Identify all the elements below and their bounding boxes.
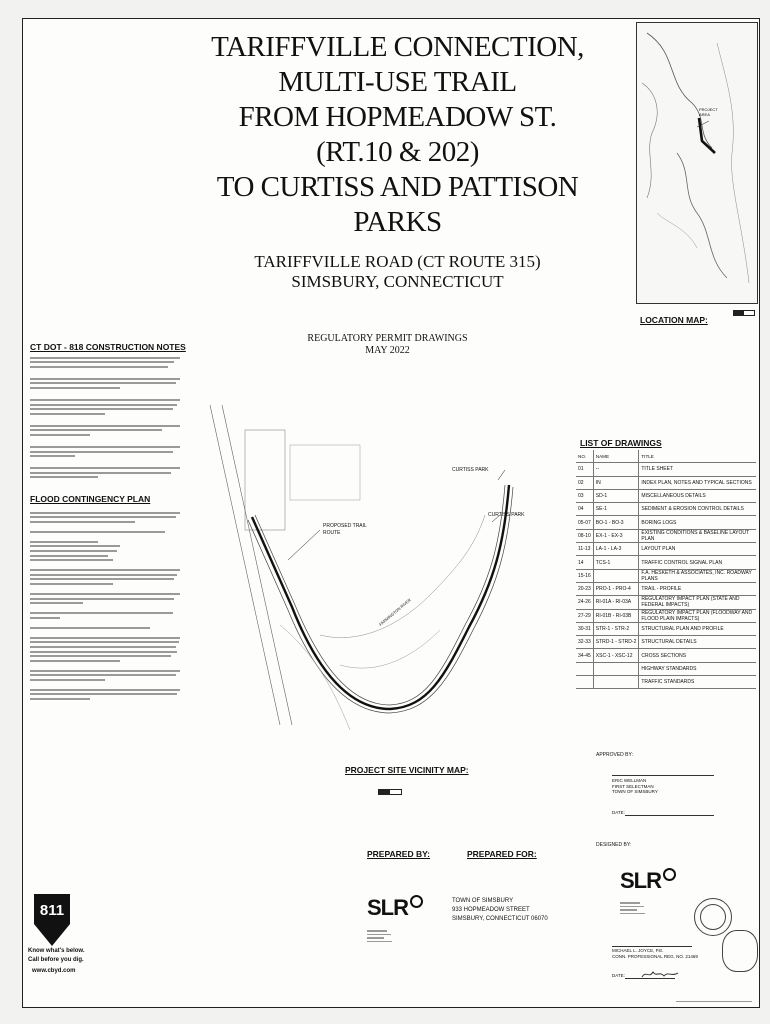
drawings-cell: STR-1 - STR-2 [593, 622, 639, 635]
subtitle-road: TARIFFVILLE ROAD (CT ROUTE 315) [254, 252, 541, 271]
flood-plan-title: FLOOD CONTINGENCY PLAN [30, 494, 151, 504]
drawings-cell: MISCELLANEOUS DETAILS [639, 489, 756, 502]
client-block [452, 897, 548, 924]
drawings-cell: 03 [576, 489, 593, 502]
drawings-row [576, 649, 756, 662]
drawings-cell: TCS-1 [593, 556, 639, 569]
drawings-cell: 20-23 [576, 582, 593, 595]
drawings-cell: 05-07 [576, 516, 593, 529]
title-block [205, 30, 590, 292]
drawings-table [576, 450, 756, 689]
drawings-cell: LA-1 - LA-3 [593, 543, 639, 556]
drawings-cell: STRD-1 - STRD-2 [593, 636, 639, 649]
drawings-row [576, 582, 756, 595]
approver-name: ERIC WELLMAN [612, 778, 647, 783]
drawings-row [576, 529, 756, 542]
engineer-signature-line [612, 946, 692, 947]
drawings-cell: RI-01B - RI-03B [593, 609, 639, 622]
engineer-block [612, 948, 698, 960]
drawings-cell: 15-16 [576, 569, 593, 582]
slr-logo-text-2: SLR [620, 868, 661, 893]
client-street: 933 HOPMEADOW STREET [452, 907, 530, 913]
drawings-cell: INDEX PLAN, NOTES AND TYPICAL SECTIONS [639, 476, 756, 489]
slr-logo-prepared [367, 895, 423, 921]
drawings-row [576, 622, 756, 635]
construction-notes-title: CT DOT - 818 CONSTRUCTION NOTES [30, 342, 186, 352]
title-line-1: TARIFFVILLE CONNECTION, [211, 31, 584, 63]
vicinity-map-graphic [200, 395, 575, 760]
drawings-cell: CROSS SECTIONS [639, 649, 756, 662]
title-line-4: TO CURTISS AND PATTISON PARKS [216, 171, 579, 238]
drawings-cell: 24-26 [576, 596, 593, 609]
drawings-row [576, 556, 756, 569]
approval-signature-line [612, 775, 714, 776]
drawings-cell: 30-31 [576, 622, 593, 635]
drawings-cell: -- [593, 463, 639, 476]
permit-line-2: MAY 2022 [365, 345, 410, 356]
river-label: FARMINGTON RIVER [378, 597, 412, 627]
drawings-cell: REGULATORY IMPACT PLAN (FLOODWAY AND FLOOD PLAIN IMPACTS) [639, 609, 756, 622]
drawings-cell: SD-1 [593, 489, 639, 502]
drawings-cell: 04 [576, 503, 593, 516]
drawings-cell [593, 569, 639, 582]
subtitle-town: SIMSBURY, CONNECTICUT [291, 272, 504, 291]
drawings-row [576, 476, 756, 489]
drawings-cell: BORING LOGS [639, 516, 756, 529]
slr-logo-text: SLR [367, 895, 408, 920]
approver-block [612, 778, 658, 795]
slr-logo-mark-icon [410, 895, 423, 908]
drawings-cell: 02 [576, 476, 593, 489]
slr-address-designed [620, 900, 648, 916]
drawings-cell: REGULATORY IMPACT PLAN (STATE AND FEDERAL IMPACTS) [639, 596, 756, 609]
drawings-cell: BO-1 - BO-3 [593, 516, 639, 529]
vicinity-map-label: PROJECT SITE VICINITY MAP: [345, 765, 469, 775]
pe-seal-inner [700, 904, 726, 930]
drawings-row [576, 463, 756, 476]
project-area-label: PROJECT AREA [699, 107, 718, 117]
prepared-for-label: PREPARED FOR: [467, 849, 537, 859]
embossed-seal [722, 930, 758, 972]
drawings-cell: 11-13 [576, 543, 593, 556]
vicinity-scale-bar [378, 789, 402, 795]
engineer-name: MICHAEL L. JOYCE, P.E. [612, 948, 664, 953]
proposed-trail-label: PROPOSED TRAIL ROUTE [323, 523, 367, 536]
call-811-number: 811 [39, 902, 65, 919]
call-811-url: www.cbyd.com [32, 968, 76, 974]
engineer-license: CONN. PROFESSIONAL REG. NO. 21469 [612, 954, 698, 959]
curtiss-park-label: CURTISS PARK [452, 467, 489, 473]
drawings-header-row [576, 450, 756, 463]
curtiss-park-label-2: CURTISS PARK [488, 512, 525, 518]
drawings-cell: TRAIL - PROFILE [639, 582, 756, 595]
drawings-row [576, 636, 756, 649]
drawings-cell: PRO-1 - PRO-4 [593, 582, 639, 595]
drawings-cell: 08-10 [576, 529, 593, 542]
drawings-cell: EX-1 - EX-3 [593, 529, 639, 542]
drawings-cell: 14 [576, 556, 593, 569]
drawings-cell: TITLE SHEET [639, 463, 756, 476]
drawings-cell: XSC-1 - XSC-12 [593, 649, 639, 662]
permit-heading [300, 333, 475, 357]
flood-plan-body [30, 509, 180, 703]
drawings-list [576, 450, 756, 689]
designed-date-label: DATE: [612, 973, 625, 978]
drawings-row [576, 503, 756, 516]
drawings-cell [576, 662, 593, 675]
client-city: SIMSBURY, CONNECTICUT 06070 [452, 916, 548, 922]
location-map [636, 22, 758, 304]
drawings-row [576, 516, 756, 529]
drawings-cell: 34-45 [576, 649, 593, 662]
drawings-cell [576, 676, 593, 689]
drawings-cell: STRUCTURAL DETAILS [639, 636, 756, 649]
drawings-cell: STRUCTURAL PLAN AND PROFILE [639, 622, 756, 635]
approver-org: TOWN OF SIMSBURY [612, 789, 658, 794]
drawings-cell: IN [593, 476, 639, 489]
slr-logo-mark-icon-2 [663, 868, 676, 881]
date-signature [640, 968, 680, 980]
drawings-cell: SEDIMENT & EROSION CONTROL DETAILS [639, 503, 756, 516]
drawings-header-cell: TITLE [639, 450, 756, 463]
title-line-3: FROM HOPMEADOW ST. (RT.10 & 202) [238, 101, 557, 168]
drawings-header-cell: NAME [593, 450, 639, 463]
drawings-row [576, 489, 756, 502]
call-811-shovel-icon [30, 890, 74, 948]
call-811-block [28, 890, 85, 974]
permit-line-1: REGULATORY PERMIT DRAWINGS [307, 333, 468, 344]
prepared-by-label: PREPARED BY: [367, 849, 430, 859]
call-811-line-2: Call before you dig. [28, 957, 84, 963]
drawings-row [576, 569, 756, 582]
drawings-row [576, 676, 756, 689]
drawings-cell: HIGHWAY STANDARDS [639, 662, 756, 675]
location-map-graphic [637, 23, 757, 303]
drawings-list-title: LIST OF DRAWINGS [580, 438, 662, 448]
drawings-row [576, 596, 756, 609]
approved-by-label: APPROVED BY: [596, 752, 633, 758]
call-811-line-1: Know what's below. [28, 948, 85, 954]
drawings-cell: SE-1 [593, 503, 639, 516]
drawings-row [576, 609, 756, 622]
designed-by-label: DESIGNED BY: [596, 842, 632, 848]
title-line-2: MULTI-USE TRAIL [278, 66, 517, 98]
drawings-cell: F.A. HESKETH & ASSOCIATES, INC. ROADWAY PLANS [639, 569, 756, 582]
drawings-cell: 27-29 [576, 609, 593, 622]
drawings-cell: LAYOUT PLAN [639, 543, 756, 556]
copyright-line [676, 1001, 752, 1002]
vicinity-map [200, 395, 575, 760]
drawings-cell: 32-33 [576, 636, 593, 649]
drawings-row [576, 543, 756, 556]
location-scale-bar [733, 310, 755, 316]
drawings-cell: TRAFFIC STANDARDS [639, 676, 756, 689]
location-map-label: LOCATION MAP: [640, 315, 708, 325]
approver-role: FIRST SELECTMAN [612, 783, 654, 789]
drawings-cell: RI-01A - RI-03A [593, 596, 639, 609]
slr-logo-designed [620, 868, 676, 894]
approval-date-line [625, 815, 714, 816]
drawings-cell: 01 [576, 463, 593, 476]
drawings-cell [593, 676, 639, 689]
approval-date-label: DATE: [612, 810, 625, 815]
drawings-header-cell: NO. [576, 450, 593, 463]
client-name: TOWN OF SIMSBURY [452, 898, 514, 904]
drawings-cell: TRAFFIC CONTROL SIGNAL PLAN [639, 556, 756, 569]
slr-address-prepared [367, 928, 395, 944]
drawings-row [576, 662, 756, 675]
construction-notes-body [30, 354, 180, 481]
drawings-cell [593, 662, 639, 675]
drawings-cell: EXISTING CONDITIONS & BASELINE LAYOUT PLAN [639, 529, 756, 542]
